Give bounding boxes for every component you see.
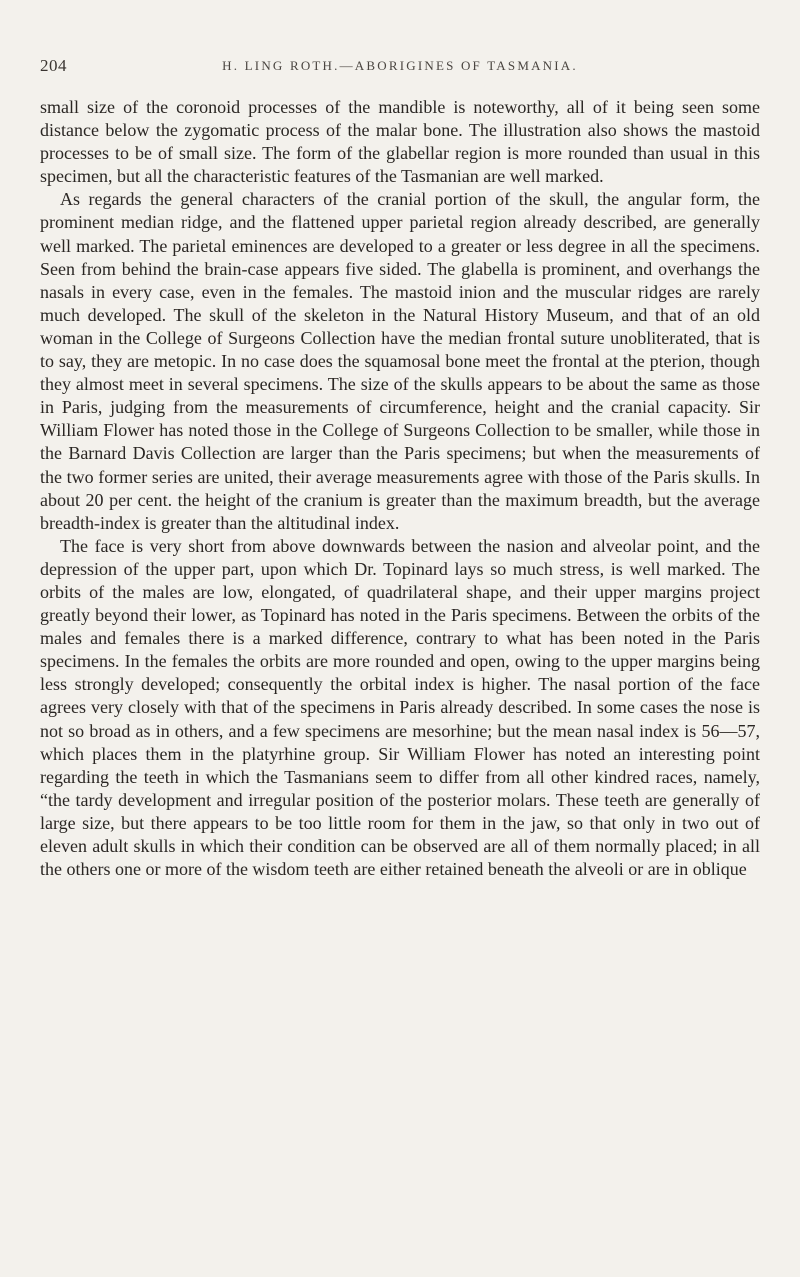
paragraph: small size of the coronoid processes of the mandible is noteworthy, all of it being seen some distance below the zygomatic process of the malar bone. The illustration also shows the mastoid processes to be of small size. The form of the glabellar region is more rounded than usual in this specimen, but all the characteristic features of the Tasmanian are well marked. [40, 97, 760, 187]
body-text [40, 96, 760, 881]
running-head: H. LING ROTH.—ABORIGINES OF TASMANIA. [222, 58, 578, 73]
page-header [40, 56, 760, 80]
page-number: 204 [40, 56, 67, 75]
paragraph: The face is very short from above downwards between the nasion and alveolar point, and the depression of the upper part, upon which Dr. Topinard lays so much stress, is well marked. The orbits of the males are low, elongated, of quadrilateral shape, and their upper margins project greatly beyond their lower, as Topinard has noted in the Paris specimens. Between the orbits of the males and females there is a marked difference, contrary to what has been noted in the Paris specimens. In the females the orbits are more rounded and open, owing to the upper margins being less strongly developed; consequently the orbital index is higher. The nasal portion of the face agrees very closely with that of the specimens in Paris already described. In some cases the nose is not so broad as in others, and a few specimens are mesorhine; but the mean nasal index is 56—57, which places them in the platyrhine group. Sir William Flower has noted an interesting point regarding the teeth in which the Tasmanians seem to differ from all other kindred races, namely, “the tardy development and irregular position of the posterior molars. These teeth are generally of large size, but there appears to be too little room for them in the jaw, so that only in two out of eleven adult skulls in which their condition can be observed are all of them normally placed; in all the others one or more of the wisdom teeth are either retained beneath the alveoli or are in oblique [40, 535, 760, 880]
paragraph: As regards the general characters of the cranial portion of the skull, the angular form, the prominent median ridge, and the flattened upper parietal region already described, are generally well marked. The parietal eminences are developed to a greater or less degree in all the specimens. Seen from behind the brain-case appears five sided. The glabella is prominent, and overhangs the nasals in every case, even in the females. The mastoid inion and the muscular ridges are rarely much developed. The skull of the skeleton in the Natural History Museum, and that of an old woman in the College of Surgeons Collection have the median frontal suture unobliterated, that is to say, they are metopic. In no case does the squamosal bone meet the frontal at the pterion, though they almost meet in several specimens. The size of the skulls appears to be about the same as those in Paris, judging from the measurements of circumference, height and the cranial capacity. Sir William Flower has noted those in the College of Surgeons Collection to be smaller, while those in the Barnard Davis Collection are larger than the Paris specimens; but when the measurements of the two former series are united, their average measurements agree with those of the Paris skulls. In about 20 per cent. the height of the cranium is greater than the maximum breadth, but the average breadth-index is greater than the altitudinal index. [40, 189, 760, 533]
